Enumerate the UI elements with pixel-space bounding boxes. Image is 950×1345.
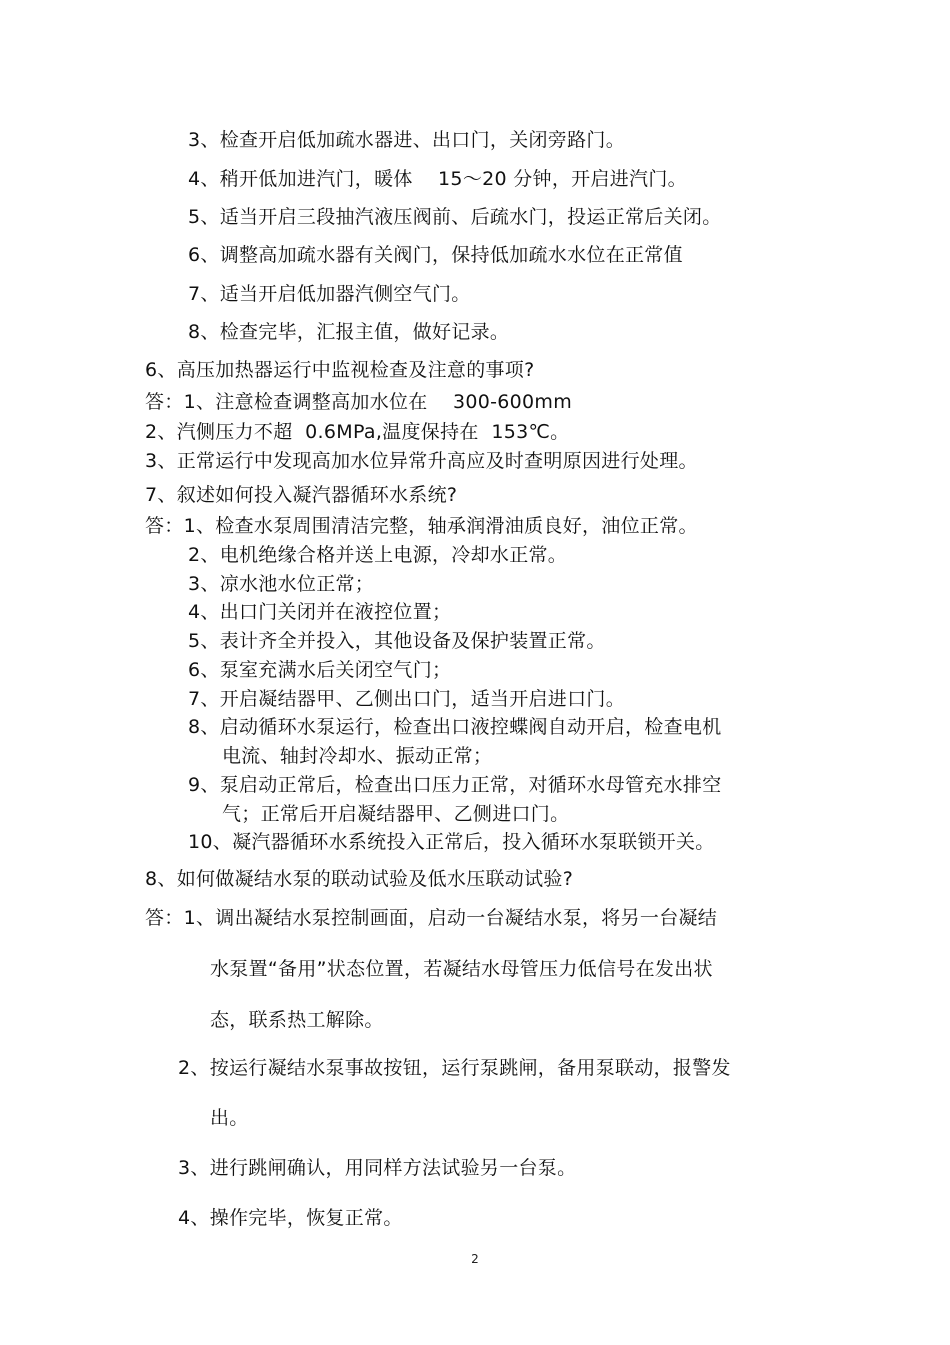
answer-line: 5、表计齐全并投入，其他设备及保护装置正常。 — [188, 630, 606, 652]
answer-line: 3、凉水池水位正常； — [188, 573, 375, 595]
answer-line: 3、正常运行中发现高加水位异常升高应及时查明原因进行处理。 — [145, 450, 698, 472]
page-number: 2 — [471, 1252, 479, 1266]
answer-line: 态，联系热工解除。 — [210, 1009, 384, 1031]
answer-line: 2、汽侧压力不超 0.6MPa,温度保持在 153℃。 — [145, 421, 570, 443]
answer-line: 4、出口门关闭并在液控位置； — [188, 601, 452, 623]
answer-line: 8、启动循环水泵运行，检查出口液控蝶阀自动开启，检查电机 — [188, 716, 722, 738]
text-line: 8、检查完毕，汇报主值，做好记录。 — [188, 321, 510, 343]
question-heading: 6、高压加热器运行中监视检查及注意的事项? — [145, 359, 535, 381]
text-line: 4、稍开低加进汽门，暖体 15～20 分钟，开启进汽门。 — [188, 168, 687, 190]
answer-line: 2、电机绝缘合格并送上电源，冷却水正常。 — [188, 544, 568, 566]
answer-line: 答：1、注意检查调整高加水位在 300-600mm — [145, 391, 573, 413]
answer-line: 10、凝汽器循环水系统投入正常后，投入循环水泵联锁开关。 — [188, 831, 715, 853]
answer-line: 9、泵启动正常后，检查出口压力正常，对循环水母管充水排空 — [188, 774, 722, 796]
question-heading: 8、如何做凝结水泵的联动试验及低水压联动试验? — [145, 868, 574, 890]
answer-line: 4、操作完毕，恢复正常。 — [178, 1207, 403, 1229]
text-line: 7、适当开启低加器汽侧空气门。 — [188, 283, 471, 305]
answer-line: 水泵置“备用”状态位置，若凝结水母管压力低信号在发出状 — [210, 958, 713, 980]
answer-line: 气；正常后开启凝结器甲、乙侧进口门。 — [222, 803, 570, 825]
question-heading: 7、叙述如何投入凝汽器循环水系统? — [145, 484, 458, 506]
answer-line: 电流、轴封冷却水、振动正常； — [222, 745, 493, 767]
answer-line: 7、开启凝结器甲、乙侧出口门，适当开启进口门。 — [188, 688, 625, 710]
answer-line: 6、泵室充满水后关闭空气门； — [188, 659, 452, 681]
text-line: 6、调整高加疏水器有关阀门，保持低加疏水水位在正常值 — [188, 244, 683, 266]
text-line: 5、适当开启三段抽汽液压阀前、后疏水门，投运正常后关闭。 — [188, 206, 722, 228]
answer-line: 答：1、调出凝结水泵控制画面，启动一台凝结水泵，将另一台凝结 — [145, 907, 718, 929]
answer-line: 2、按运行凝结水泵事故按钮，运行泵跳闸，备用泵联动，报警发 — [178, 1057, 731, 1079]
answer-line: 出。 — [210, 1107, 249, 1129]
answer-line: 答：1、检查水泵周围清洁完整，轴承润滑油质良好，油位正常。 — [145, 515, 698, 537]
answer-line: 3、进行跳闸确认，用同样方法试验另一台泵。 — [178, 1157, 577, 1179]
text-line: 3、检查开启低加疏水器进、出口门，关闭旁路门。 — [188, 129, 625, 151]
